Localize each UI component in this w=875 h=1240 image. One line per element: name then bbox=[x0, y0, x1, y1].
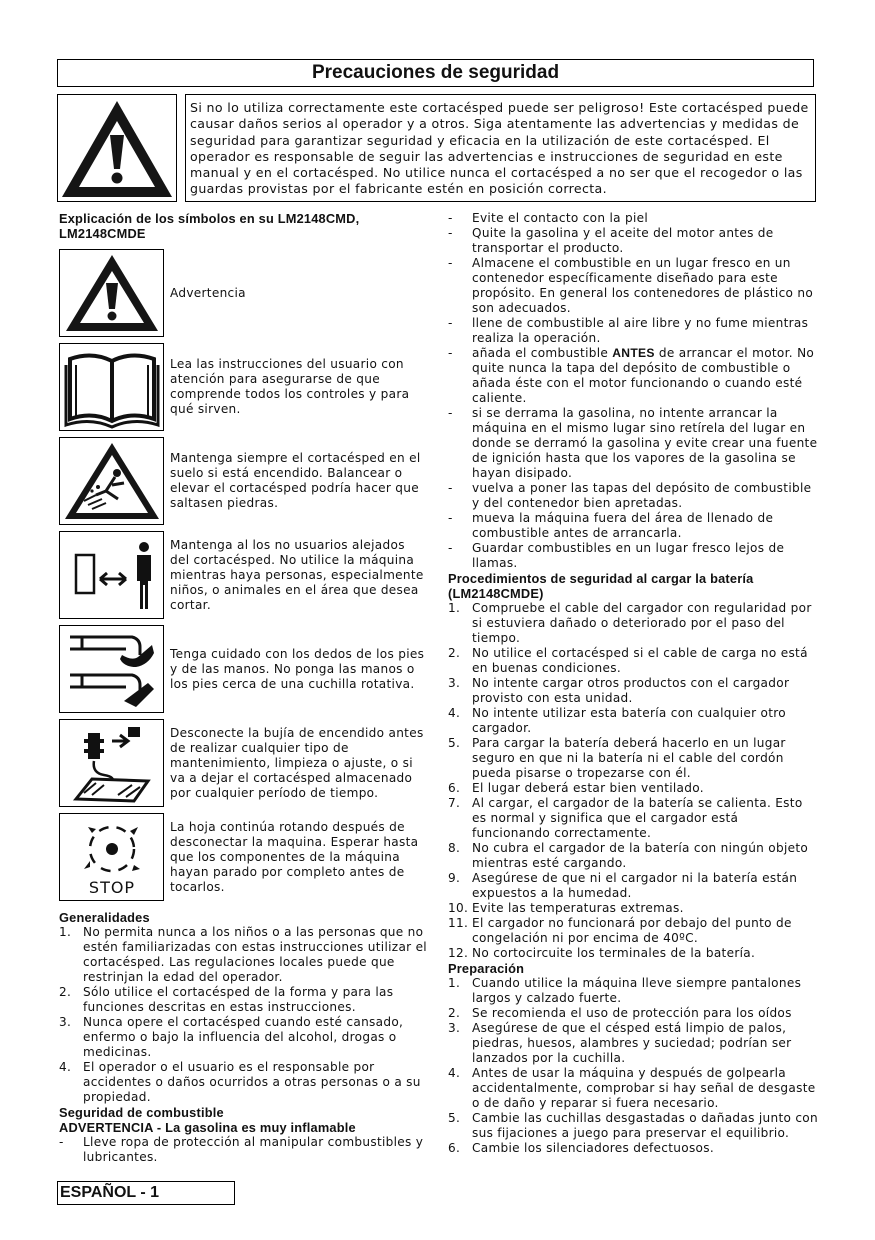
list-item: 2. Sólo utilice el cortacésped de la forma y para las funciones descritas en estas instrucciones. bbox=[59, 985, 394, 1014]
rotating-blade-stop-icon bbox=[62, 815, 162, 899]
list-item: 4. Antes de usar la máquina y después de golpearla accidentalmente, comprobar si hay señal de desgaste o de daño y reparar si fuera necesario. bbox=[448, 1066, 816, 1110]
list-item: 5. Cambie las cuchillas desgastadas o dañadas junto con sus fijaciones a juego para preservar el equilibrio. bbox=[448, 1111, 818, 1140]
list-item: 9. Asegúrese de que ni el cargador ni la batería están expuestos a la humedad. bbox=[448, 871, 798, 900]
list-item: 8. No cubra el cargador de la batería con ningún objeto mientras esté cargando. bbox=[448, 841, 809, 870]
symbol-row-stones bbox=[59, 434, 431, 528]
symbol-text: Lea las instrucciones del usuario con atención para asegurarse de que comprende todos los controles y para qué sirven. bbox=[170, 357, 410, 416]
page-title: Precauciones de seguridad bbox=[57, 59, 814, 87]
blade-hands-feet-icon bbox=[62, 627, 162, 711]
list-item: 4. No intente utilizar esta batería con cualquier otro cargador. bbox=[448, 706, 786, 735]
left-column bbox=[59, 211, 431, 1165]
intro-warning-text: Si no lo utiliza correctamente este cortacésped puede ser peligroso! Este cortacésped puede causar daños serios al operador y a otros. Siga atentamente las advertencias y medidas de seguridad para garantizar seguridad y eficacia en la utilización de este cortacésped. El operador es responsable de seguir las advertencias e instrucciones de seguridad en este manual y en el cortacésped. No utilice nunca el cortacésped a no ser que el recogedor o las guardas provistas por el fabricante estén en posición correcta. bbox=[185, 94, 816, 202]
list-item: 2. No utilice el cortacésped si el cable de carga no está en buenas condiciones. bbox=[448, 646, 808, 675]
preparacion-list bbox=[448, 976, 820, 1156]
list-item: 3. Nunca opere el cortacésped cuando esté cansado, enfermo o bajo la influencia del alcohol, drogas o medicinas. bbox=[59, 1015, 404, 1059]
bateria-list bbox=[448, 601, 820, 961]
combustible-warning: ADVERTENCIA - La gasolina es muy inflamable bbox=[59, 1120, 356, 1135]
symbol-row-stop bbox=[59, 810, 431, 904]
warning-symbol-box bbox=[57, 94, 177, 202]
combustible-heading: Seguridad de combustible bbox=[59, 1105, 224, 1120]
list-item: 11. El cargador no funcionará por debajo del punto de congelación ni por encima de 40ºC. bbox=[448, 916, 792, 945]
list-item: 1. No permita nunca a los niños o a las personas que no estén familiarizadas con estas instrucciones utilizar el cortacésped. Las regulaciones locales puede que restrinjan la edad del operador. bbox=[59, 925, 427, 984]
list-item: - Guardar combustibles en un lugar fresco lejos de llamas. bbox=[448, 541, 820, 571]
symbol-row-manual bbox=[59, 340, 431, 434]
generalidades-heading: Generalidades bbox=[59, 910, 150, 925]
list-item: 2. Se recomienda el uso de protección para los oídos bbox=[448, 1006, 792, 1020]
page-footer-label: ESPAÑOL - 1 bbox=[57, 1181, 235, 1205]
stop-label: STOP bbox=[88, 878, 135, 897]
warning-triangle-icon bbox=[58, 95, 176, 201]
bateria-heading: Procedimientos de seguridad al cargar la batería (LM2148CMDE) bbox=[448, 571, 754, 601]
list-item: - vuelva a poner las tapas del depósito de combustible y del contenedor bien apretadas. bbox=[448, 481, 820, 511]
list-item: - Almacene el combustible en un lugar fresco en un contenedor específicamente diseñado para este propósito. En general los contenedores de plástico no son adecuados. bbox=[448, 256, 820, 316]
list-item: - si se derrama la gasolina, no intente arrancar la máquina en el mismo lugar sino retírela del lugar en donde se derramó la gasolina y evite crear una fuente de ignición hasta que los vapores de la gasolina se hayan disipado. bbox=[448, 406, 820, 481]
list-item: - llene de combustible al aire libre y no fume mientras realiza la operación. bbox=[448, 316, 820, 346]
list-item: 4. El operador o el usuario es el responsable por accidentes o daños ocurridos a otras personas o a su propiedad. bbox=[59, 1060, 421, 1104]
symbol-text: Desconecte la bujía de encendido antes de realizar cualquier tipo de mantenimiento, limpieza o ajuste, o si va a dejar el cortacésped almacenado por cualquier período de tiempo. bbox=[170, 725, 424, 800]
list-item: - mueva la máquina fuera del área de llenado de combustible antes de arrancarla. bbox=[448, 511, 820, 541]
list-item: 6. Cambie los silenciadores defectuosos. bbox=[448, 1141, 714, 1155]
symbol-row-blade bbox=[59, 622, 431, 716]
symbol-text: Tenga cuidado con los dedos de los pies y de las manos. No ponga las manos o los pies cerca de una cuchilla rotativa. bbox=[170, 646, 425, 691]
right-column bbox=[448, 211, 820, 1156]
list-item: - añada el combustible ANTES de arrancar el motor. No quite nunca la tapa del depósito de combustible o añada éste con el motor funcionando o cuando esté caliente. bbox=[448, 346, 820, 406]
symbol-text: La hoja continúa rotando después de desconectar la maquina. Esperar hasta que los componentes de la máquina hayan parado por completo antes de tocarlos. bbox=[170, 819, 419, 894]
combustible-list-right bbox=[448, 211, 820, 571]
symbol-row-distance bbox=[59, 528, 431, 622]
list-item: 6. El lugar deberá estar bien ventilado. bbox=[448, 781, 704, 795]
spark-plug-icon bbox=[62, 721, 162, 805]
antes-emphasis: ANTES bbox=[612, 346, 655, 360]
list-item: 10. Evite las temperaturas extremas. bbox=[448, 901, 684, 915]
symbol-row-sparkplug bbox=[59, 716, 431, 810]
list-item: 1. Compruebe el cable del cargador con regularidad por si estuviera dañado o deteriorado por el paso del tiempo. bbox=[448, 601, 812, 645]
list-item: 5. Para cargar la batería deberá hacerlo en un lugar seguro en que ni la batería ni el cable del cordón pueda pisarse o tropezarse con él. bbox=[448, 736, 786, 780]
keep-distance-icon bbox=[62, 533, 162, 617]
symbols-heading: Explicación de los símbolos en su LM2148CMD, LM2148CMDE bbox=[59, 211, 360, 241]
symbol-row-warning bbox=[59, 246, 431, 340]
preparacion-heading: Preparación bbox=[448, 961, 525, 976]
list-item: 3. No intente cargar otros productos con el cargador provisto con esta unidad. bbox=[448, 676, 790, 705]
list-item: 12. No cortocircuite los terminales de la batería. bbox=[448, 946, 756, 960]
combustible-list-left bbox=[59, 1135, 431, 1165]
list-item: 3. Asegúrese de que el césped está limpio de palos, piedras, huesos, alambres y suciedad; podrían ser lanzados por la cuchilla. bbox=[448, 1021, 792, 1065]
list-item: 1. Cuando utilice la máquina lleve siempre pantalones largos y calzado fuerte. bbox=[448, 976, 802, 1005]
list-item: - Evite el contacto con la piel bbox=[448, 211, 820, 226]
symbol-text: Mantenga al los no usuarios alejados del cortacésped. No utilice la máquina mientras haya personas, especialmente niños, o animales en el área que desea cortar. bbox=[170, 537, 424, 612]
warning-triangle-icon bbox=[62, 251, 162, 335]
open-book-icon bbox=[62, 345, 162, 429]
generalidades-list bbox=[59, 925, 431, 1105]
symbol-text: Mantenga siempre el cortacésped en el suelo si está encendido. Balancear o elevar el cortacésped podría hacer que saltasen piedras. bbox=[170, 451, 421, 510]
list-item: 7. Al cargar, el cargador de la batería se calienta. Esto es normal y significa que el cargador está funcionando correctamente. bbox=[448, 796, 803, 840]
list-item: - Lleve ropa de protección al manipular combustibles y lubricantes. bbox=[59, 1135, 431, 1165]
thrown-stones-icon bbox=[62, 439, 162, 523]
symbol-text: Advertencia bbox=[170, 285, 246, 300]
list-item: - Quite la gasolina y el aceite del motor antes de transportar el producto. bbox=[448, 226, 820, 256]
